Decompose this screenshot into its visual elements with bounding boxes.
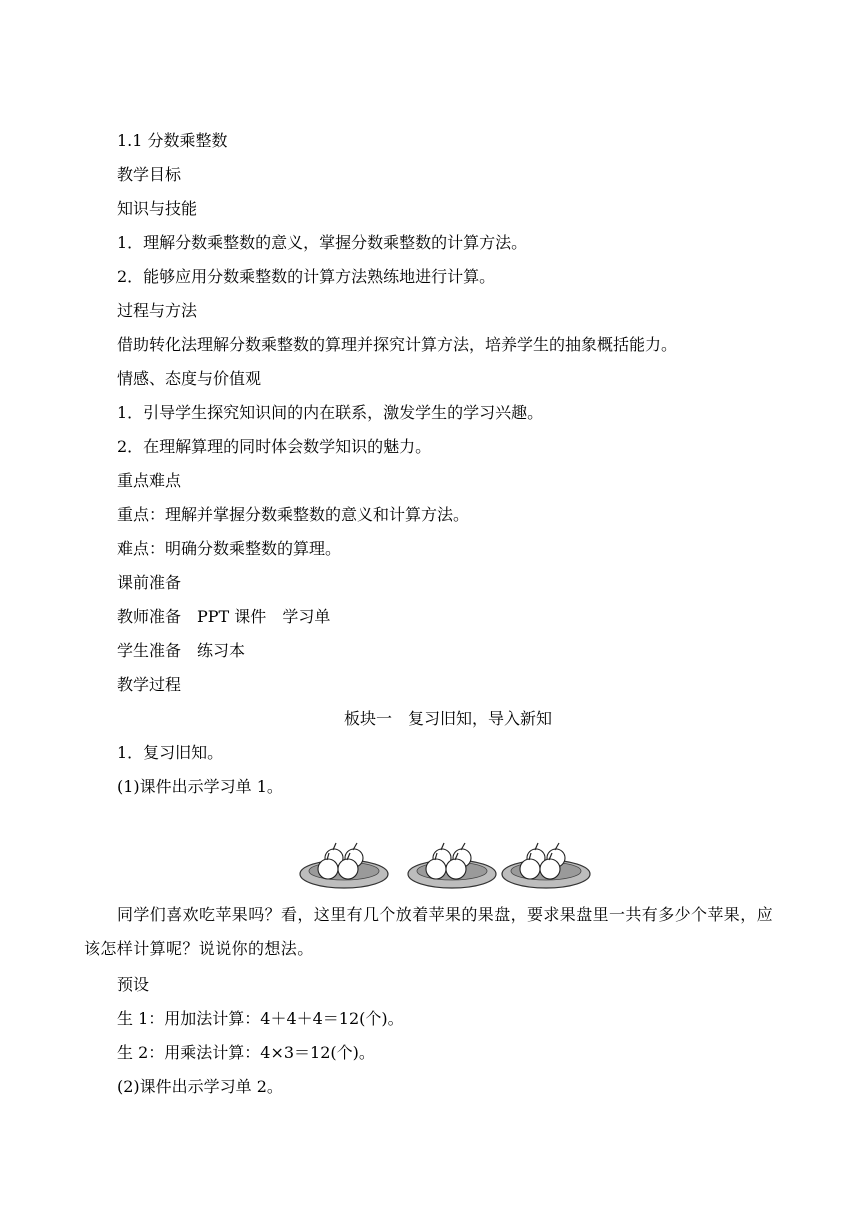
- key-points-heading: 重点难点: [117, 471, 182, 490]
- answer-2: 生 2：用乘法计算：4×3＝12(个)。: [117, 1043, 375, 1062]
- review-heading: 1．复习旧知。: [117, 743, 224, 762]
- emotion-item-2: 2．在理解算理的同时体会数学知识的魅力。: [117, 437, 432, 456]
- key-text: 理解并掌握分数乘整数的意义和计算方法。: [165, 505, 470, 524]
- apple-plate-icon: [300, 843, 388, 888]
- apple-plate-icon: [502, 843, 590, 888]
- student-prep: [117, 640, 780, 662]
- preparation-heading: 课前准备: [117, 573, 182, 592]
- difficult-point: [117, 538, 780, 560]
- teacher-prep: [117, 606, 780, 628]
- apple-plates-illustration: [298, 838, 598, 894]
- student-prep-text: 练习本: [197, 641, 246, 660]
- step-1: (1)课件出示学习单 1。: [117, 777, 283, 796]
- teacher-prep-label: 教师准备: [117, 607, 182, 626]
- difficult-label: 难点：: [117, 539, 166, 558]
- preset-heading: 预设: [117, 975, 150, 994]
- emotion-heading: 情感、态度与价值观: [117, 369, 262, 388]
- objectives-heading: 教学目标: [117, 165, 182, 184]
- knowledge-item-2: 2．能够应用分数乘整数的计算方法熟练地进行计算。: [117, 267, 496, 286]
- process-heading: 过程与方法: [117, 301, 198, 320]
- process-text: 借助转化法理解分数乘整数的算理并探究计算方法，培养学生的抽象概括能力。: [117, 335, 678, 354]
- apple-plate-icon: [408, 843, 496, 888]
- key-point: [117, 504, 780, 526]
- emotion-item-1: 1．引导学生探究知识间的内在联系，激发学生的学习兴趣。: [117, 403, 544, 422]
- difficult-text: 明确分数乘整数的算理。: [165, 539, 342, 558]
- knowledge-item-1: 1．理解分数乘整数的意义，掌握分数乘整数的计算方法。: [117, 233, 528, 252]
- teaching-process-heading: 教学过程: [117, 675, 182, 694]
- key-label: 重点：: [117, 505, 166, 524]
- answer-1: 生 1：用加法计算：4＋4＋4＝12(个)。: [117, 1009, 404, 1028]
- teacher-prep-item: 学习单: [282, 607, 331, 626]
- knowledge-heading: 知识与技能: [117, 199, 198, 218]
- lesson-title: 1.1 分数乘整数: [117, 131, 228, 150]
- section-title: 板块一 复习旧知，导入新知: [343, 709, 552, 728]
- question-paragraph: 同学们喜欢吃苹果吗？看，这里有几个放着苹果的果盘，要求果盘里一共有多少个苹果，应该怎样计算呢？说说你的想法。: [84, 905, 774, 958]
- student-prep-label: 学生准备: [117, 641, 182, 660]
- teacher-prep-item: PPT 课件: [197, 607, 267, 626]
- step-2: (2)课件出示学习单 2。: [117, 1077, 283, 1096]
